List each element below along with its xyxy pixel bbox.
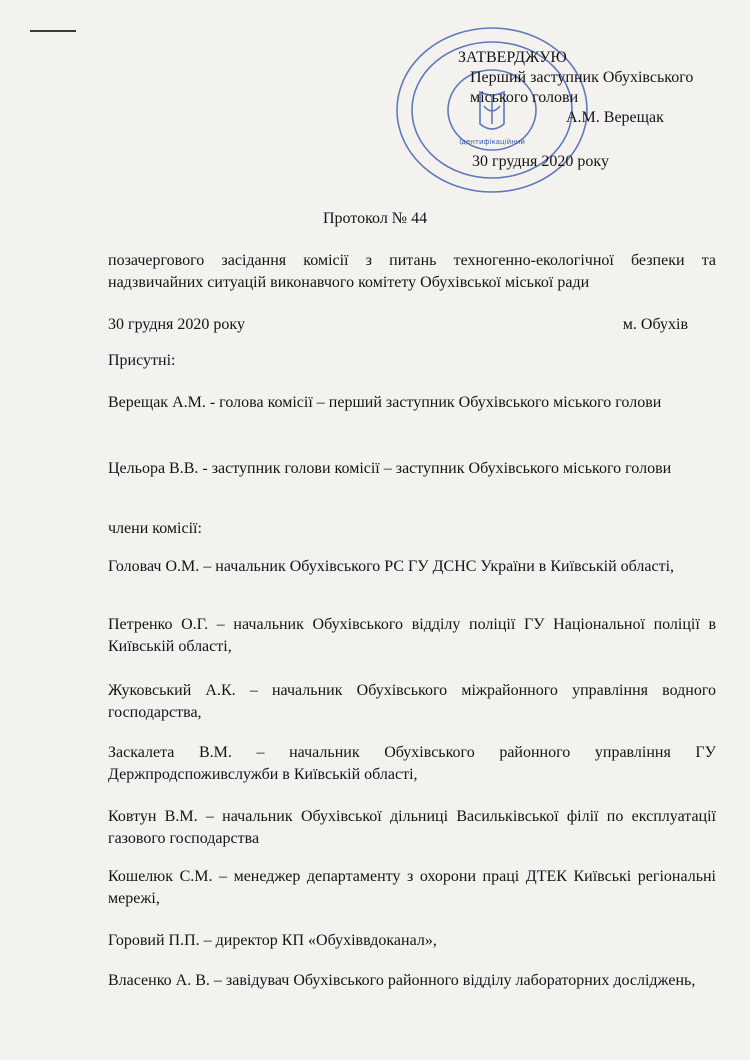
protocol-subtitle: позачергового засідання комісії з питань техногенно-екологічної безпеки та надзвичайних ситуацій виконавчого комітету Обухівської міської ради	[108, 252, 716, 291]
date-place-line	[108, 316, 688, 334]
approval-signer: А.М. Верещак	[566, 109, 664, 126]
attendee-entry: Петренко О.Г. – начальник Обухівського відділу поліції ГУ Національної поліції в Київській області,	[108, 616, 716, 655]
scan-edge-mark	[30, 30, 76, 32]
protocol-date: 30 грудня 2020 року	[108, 316, 245, 333]
attendee-entry: Ковтун В.М. – начальник Обухівської дільниці Васильківської філії по експлуатації газового господарства	[108, 808, 716, 847]
approval-date: 30 грудня 2020 року	[472, 153, 609, 170]
attendee-entry: Горовий П.П. – директор КП «Обухіввдоканал»,	[108, 932, 437, 949]
attendee-entry: Цельора В.В. - заступник голови комісії – заступник Обухівського міського голови	[108, 460, 672, 477]
approval-position: Перший заступник Обухівського	[470, 69, 694, 86]
approval-position-cont: міського голови	[470, 89, 579, 106]
attendee-entry: Жуковський А.К. – начальник Обухівського міжрайонного управління водного господарства,	[108, 682, 716, 721]
present-label: Присутні:	[108, 352, 176, 369]
approval-heading: ЗАТВЕРДЖУЮ	[458, 49, 567, 66]
members-label: члени комісії:	[108, 520, 202, 537]
protocol-place: м. Обухів	[622, 316, 688, 333]
attendee-entry: Власенко А. В. – завідувач Обухівського районного відділу лабораторних досліджень,	[108, 972, 696, 989]
attendee-entry: Головач О.М. – начальник Обухівського РС ГУ ДСНС України в Київській області,	[108, 558, 675, 575]
seal-ident-label: Ідентифікаційний	[459, 138, 525, 146]
attendee-entry: Верещак А.М. - голова комісії – перший заступник Обухівського міського голови	[108, 394, 662, 411]
attendee-entry: Кошелюк С.М. – менеджер департаменту з охорони праці ДТЕК Київські регіональні мережі,	[108, 868, 716, 907]
protocol-title: Протокол № 44	[322, 210, 428, 227]
attendee-entry: Заскалета В.М. – начальник Обухівського районного управління ГУ Держпродспоживслужби в Київській області,	[108, 744, 716, 783]
